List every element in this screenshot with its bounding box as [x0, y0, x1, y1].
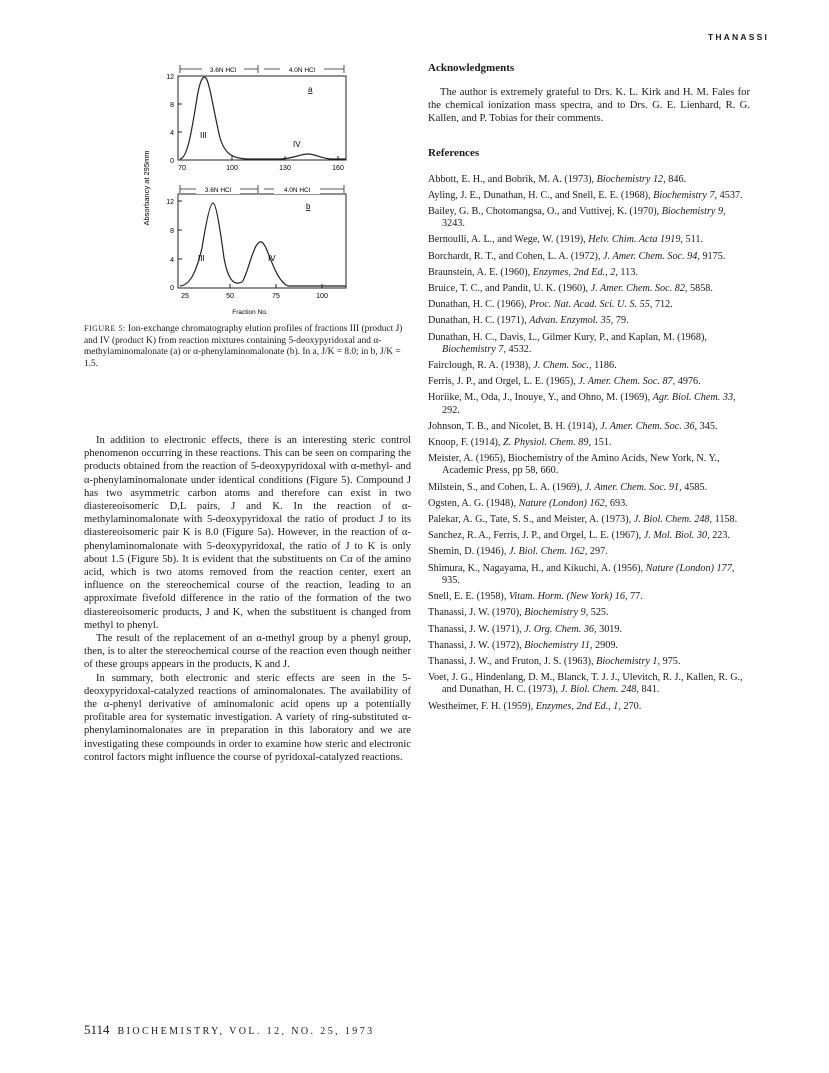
- reference-authors: Voet, J. G., Hindenlang, D. M., Blanck, T. J. J., Ulevitch, R. J., Kallen, R. G., and Dunathan, H. C. (1973),: [428, 672, 743, 696]
- reference-item: [428, 701, 750, 713]
- reference-pages: 113.: [620, 266, 638, 278]
- reference-journal: Advan. Enzymol. 35,: [529, 315, 614, 327]
- body-paragraph: In summary, both electronic and steric effects are seen in the 5-deoxypyridoxal-catalyzed reactions of aminomalonates. The availability of the α-phenyl derivative of aminomalonic acid opens up a potentially profitable area for systematic investigation. A variety of ring-substituted α-phenylaminomalonates are in preparation in this laboratory and we are investigating these compounds in order to examine how steric and electronic control factors might influence the course of pyridoxal-catalyzed reactions.: [84, 672, 411, 763]
- reference-item: [428, 267, 750, 279]
- reference-pages: 4537.: [719, 189, 743, 201]
- reference-journal: J. Biol. Chem. 248,: [560, 684, 639, 696]
- reference-pages: 525.: [590, 607, 609, 619]
- acknowledgments-heading: Acknowledgments: [428, 62, 515, 74]
- panel-a-hcl-left: 3.6N HCl: [209, 67, 237, 74]
- reference-pages: 297.: [589, 546, 608, 558]
- reference-pages: 712.: [654, 299, 673, 311]
- reference-item: [428, 360, 750, 372]
- panel-b-letter: b: [306, 202, 311, 211]
- reference-authors: Ayling, J. E., Dunathan, H. C., and Snell, E. E. (1968),: [428, 189, 651, 201]
- reference-pages: 77.: [630, 591, 643, 603]
- reference-item: [428, 332, 750, 356]
- reference-pages: 345.: [699, 420, 718, 432]
- reference-pages: 3019.: [599, 623, 623, 635]
- body-paragraph: The result of the replacement of an α-methyl group by a phenyl group, then, is to alter the stereochemical course of the reaction even though neither of these groups appears in the products, K and J.: [84, 633, 411, 671]
- reference-pages: 5858.: [690, 283, 713, 295]
- reference-journal: Biochemistry 12,: [596, 173, 666, 185]
- reference-pages: 975.: [662, 655, 681, 667]
- panel-a: [166, 63, 346, 172]
- panel-a-peak-iii: III: [200, 131, 207, 140]
- reference-journal: Biochemistry 11,: [524, 639, 593, 651]
- panel-b-x-tick-25: 25: [181, 293, 189, 300]
- reference-authors: Johnson, T. B., and Nicolet, B. H. (1914),: [428, 420, 598, 432]
- reference-authors: Thanassi, J. W. (1972),: [428, 639, 522, 651]
- reference-item: [428, 283, 750, 295]
- reference-journal: J. Mol. Biol. 30,: [643, 530, 710, 542]
- reference-authors: Braunstein, A. E. (1960),: [428, 266, 531, 278]
- reference-item: [428, 563, 750, 587]
- reference-journal: Vitam. Horm. (New York) 16,: [508, 591, 628, 603]
- reference-authors: Ogsten, A. G. (1948),: [428, 497, 517, 509]
- panel-a-x-tick-70: 70: [178, 165, 186, 172]
- panel-b-y-ticks: [166, 199, 182, 292]
- reference-journal: J. Org. Chem. 36,: [524, 623, 597, 635]
- reference-journal: Z. Physiol. Chem. 89,: [503, 437, 592, 449]
- running-head: THANASSI: [707, 32, 769, 42]
- reference-item: [428, 421, 750, 433]
- reference-journal: Biochemistry 1,: [596, 655, 661, 667]
- reference-pages: 151.: [593, 437, 612, 449]
- y-axis-label: Absorbancy at 295mm: [142, 150, 151, 226]
- body-text: [84, 434, 411, 764]
- reference-item: [428, 498, 750, 510]
- reference-journal: J. Biol. Chem. 248,: [633, 514, 713, 526]
- reference-journal: J. Amer. Chem. Soc. 82,: [590, 283, 688, 295]
- panel-a-x-ticks: [178, 156, 344, 172]
- panel-b-y-tick-12: 12: [166, 199, 174, 206]
- reference-journal: J. Chem. Soc.,: [533, 360, 592, 372]
- reference-pages: 223.: [712, 530, 731, 542]
- panel-a-y-tick-0: 0: [170, 158, 174, 165]
- reference-item: [428, 546, 750, 558]
- page-footer: [84, 1022, 375, 1038]
- panel-b-peak-iv: IV: [268, 254, 276, 263]
- reference-item: [428, 234, 750, 246]
- caption-label: FIGURE 5:: [84, 324, 126, 333]
- figure-caption: [84, 323, 410, 370]
- reference-journal: Enzymes, 2nd Ed., 2,: [532, 266, 618, 278]
- panel-a-curve: [180, 77, 346, 159]
- reference-pages: 935.: [442, 574, 460, 586]
- x-axis-label: Fraction No.: [232, 309, 268, 316]
- reference-authors: Knoop, F. (1914),: [428, 437, 501, 449]
- reference-journal: Nature (London) 162,: [518, 497, 608, 509]
- panel-b-peak-iii: III: [198, 254, 205, 263]
- reference-item: [428, 299, 750, 311]
- reference-pages: 693.: [609, 497, 628, 509]
- reference-item: [428, 437, 750, 449]
- reference-authors: Shemin, D. (1946),: [428, 546, 507, 558]
- reference-pages: 9175.: [702, 250, 726, 262]
- reference-pages: 270.: [623, 700, 642, 712]
- reference-pages: 2909.: [595, 639, 618, 651]
- panel-a-peak-iv: IV: [293, 140, 301, 149]
- panel-b-x-tick-100: 100: [316, 293, 328, 300]
- reference-item: [428, 206, 750, 230]
- panel-b-hcl-right: 4.0N HCl: [283, 187, 311, 194]
- reference-item: [428, 591, 750, 603]
- reference-journal: Biochemistry 9,: [524, 607, 589, 619]
- body-paragraph: In addition to electronic effects, there is an interesting steric control phenomenon occurring in these reactions. This can be seen on comparing the products obtained from the reaction of 5-deoxypyridoxal with α-methyl- and α-phenylaminomalonate under identical conditions (Figure 5). Compound J has two asymmetric carbon atoms and therefore can exist in two diastereoisomeric D,L pairs, J and K. In the reaction of α-methylaminomalonate with 5-deoxypyridoxal the ratio of product J to its diastereoisomeric pair K is 8.0 (Figure 5a). However, in the reaction of α-phenylaminomalonate with 5-deoxypyridoxal, the ratio of J to K is only about 1.5 (Figure 5b). It is evident that the substituents on Cα of the amino acid, which is two atoms removed from the reaction center, exert an influence on the stereochemical course of the reaction, leading to an approximate fivefold difference in the ratio of the formation of the two diastereoisomeric products, J and K, when the substituent is changed from methyl to phenyl.: [84, 435, 411, 631]
- panel-b-y-tick-8: 8: [170, 228, 174, 235]
- reference-authors: Milstein, S., and Cohen, L. A. (1969),: [428, 481, 583, 493]
- reference-pages: 4532.: [508, 343, 532, 355]
- panel-a-x-tick-100: 100: [226, 165, 238, 172]
- panel-b-x-tick-75: 75: [272, 293, 280, 300]
- reference-item: [428, 530, 750, 542]
- reference-authors: Shimura, K., Nagayama, H., and Kikuchi, A. (1956),: [428, 562, 644, 574]
- panel-b: [166, 183, 346, 316]
- reference-item: [428, 672, 750, 696]
- panel-b-curve: [180, 203, 346, 286]
- caption-text: Ion-exchange chromatography elution profiles of fractions III (product J) and IV (product K) from reaction mixtures containing 5-deoxypyridoxal and α-methylaminomalonate (a) or α-phenylaminomalonate (b). In a, J/K = 8.0; in b, J/K = 1.5.: [84, 324, 403, 369]
- reference-item: [428, 251, 750, 263]
- reference-authors: Snell, E. E. (1958),: [428, 591, 507, 603]
- reference-authors: Westheimer, F. H. (1959),: [428, 700, 534, 712]
- reference-authors: Dunathan, H. C., Davis, L., Gilmer Kury, P., and Kaplan, M. (1968),: [428, 331, 707, 343]
- panel-b-y-tick-0: 0: [170, 285, 174, 292]
- reference-authors: Thanassi, J. W. (1971),: [428, 623, 522, 635]
- panel-a-y-tick-8: 8: [170, 102, 174, 109]
- reference-pages: 292.: [442, 404, 460, 416]
- panel-b-x-tick-50: 50: [226, 293, 234, 300]
- reference-item: [428, 453, 750, 477]
- reference-authors: Thanassi, J. W., and Fruton, J. S. (1963),: [428, 655, 594, 667]
- reference-item: [428, 640, 750, 652]
- reference-journal: J. Biol. Chem. 162,: [508, 546, 588, 558]
- reference-journal: Helv. Chim. Acta 1919,: [588, 234, 683, 246]
- reference-pages: 1158.: [714, 514, 738, 526]
- reference-journal: J. Amer. Chem. Soc. 91,: [584, 481, 682, 493]
- panel-b-hcl-left: 3.6N HCl: [204, 187, 232, 194]
- reference-authors: Fairclough, R. A. (1938),: [428, 360, 531, 372]
- reference-item: [428, 392, 750, 416]
- reference-authors: Bruice, T. C., and Pandit, U. K. (1960),: [428, 283, 589, 295]
- reference-authors: Meister, A. (1965), Biochemistry of the Amino Acids, New York, N. Y., Academic Press, pp 58, 660.: [428, 453, 720, 477]
- reference-journal: J. Amer. Chem. Soc. 36,: [600, 420, 698, 432]
- acknowledgments-text: The author is extremely grateful to Drs. K. L. Kirk and H. M. Fales for the chemical ionization mass spectra, and to Drs. G. E. Lienhard, R. G. Kallen, and P. Tobias for their comments.: [428, 87, 750, 125]
- reference-pages: 841.: [641, 684, 660, 696]
- reference-item: [428, 607, 750, 619]
- reference-pages: 4585.: [684, 481, 708, 493]
- panel-a-y-tick-4: 4: [170, 130, 174, 137]
- reference-item: [428, 514, 750, 526]
- reference-item: [428, 174, 750, 186]
- page-number: 5114: [84, 1022, 110, 1037]
- reference-pages: 3243.: [442, 218, 465, 230]
- reference-authors: Dunathan, H. C. (1966),: [428, 299, 527, 311]
- panel-a-hcl-right: 4.0N HCl: [288, 67, 316, 74]
- journal-line: BIOCHEMISTRY, VOL. 12, NO. 25, 1973: [117, 1026, 375, 1037]
- reference-item: [428, 656, 750, 668]
- reference-journal: J. Amer. Chem. Soc. 94,: [603, 250, 700, 262]
- reference-authors: Sanchez, R. A., Ferris, J. P., and Orgel, L. E. (1967),: [428, 530, 642, 542]
- reference-authors: Bernoulli, A. L., and Wege, W. (1919),: [428, 234, 586, 246]
- reference-pages: 846.: [668, 173, 687, 185]
- reference-authors: Palekar, A. G., Tate, S. S., and Meister, A. (1973),: [428, 514, 632, 526]
- reference-pages: 1186.: [594, 360, 617, 372]
- reference-journal: Nature (London) 177,: [645, 562, 735, 574]
- reference-item: [428, 190, 750, 202]
- reference-item: [428, 624, 750, 636]
- reference-journal: Proc. Nat. Acad. Sci. U. S. 55,: [529, 299, 653, 311]
- reference-item: [428, 482, 750, 494]
- panel-b-y-tick-4: 4: [170, 257, 174, 264]
- reference-journal: Agr. Biol. Chem. 33,: [652, 392, 736, 404]
- reference-authors: Abbott, E. H., and Bobrik, M. A. (1973),: [428, 173, 595, 185]
- reference-authors: Borchardt, R. T., and Cohen, L. A. (1972),: [428, 250, 601, 262]
- reference-item: [428, 315, 750, 327]
- reference-journal: Enzymes, 2nd Ed., 1,: [535, 700, 621, 712]
- panel-a-letter: a: [308, 85, 313, 94]
- panel-a-y-ticks: [166, 74, 182, 165]
- elution-profile-figure: [140, 58, 370, 320]
- reference-authors: Dunathan, H. C. (1971),: [428, 315, 527, 327]
- reference-authors: Horiike, M., Oda, J., Inouye, Y., and Ohno, M. (1969),: [428, 392, 651, 404]
- references-heading: References: [428, 146, 480, 159]
- reference-pages: 79.: [615, 315, 629, 327]
- reference-journal: J. Amer. Chem. Soc. 87,: [578, 376, 676, 388]
- panel-a-x-tick-160: 160: [332, 165, 344, 172]
- reference-pages: 4976.: [677, 376, 701, 388]
- reference-item: [428, 376, 750, 388]
- reference-authors: Thanassi, J. W. (1970),: [428, 607, 522, 619]
- reference-journal: Biochemistry 7,: [442, 343, 506, 355]
- reference-pages: 511.: [685, 234, 703, 246]
- reference-authors: Ferris, J. P., and Orgel, L. E. (1965),: [428, 376, 576, 388]
- references-list: [428, 174, 750, 713]
- reference-journal: Biochemistry 7,: [653, 189, 718, 201]
- right-column: [428, 62, 750, 717]
- panel-a-x-tick-130: 130: [279, 165, 291, 172]
- reference-authors: Bailey, G. B., Chotomangsa, O., and Vuttivej, K. (1970),: [428, 206, 660, 218]
- reference-journal: Biochemistry 9,: [661, 206, 726, 218]
- panel-a-y-tick-12: 12: [166, 74, 174, 81]
